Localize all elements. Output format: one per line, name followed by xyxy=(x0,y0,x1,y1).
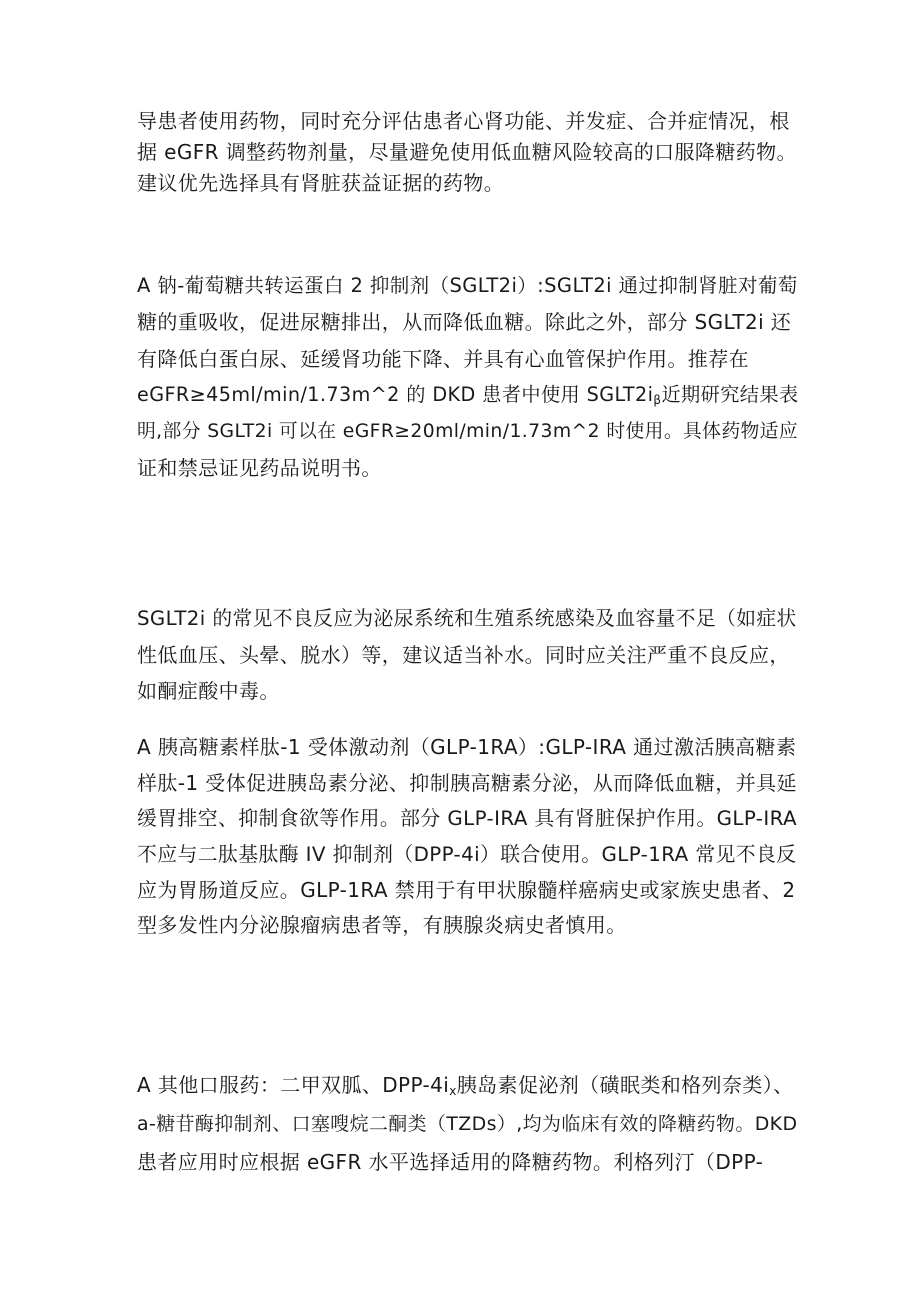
paragraph-other-oral-drugs xyxy=(137,1066,797,1182)
text-line: 性低血压、头晕、脱水）等，建议适当补水。同时应关注严重不良反应， xyxy=(137,643,790,667)
paragraph-medication-guidance xyxy=(137,106,797,199)
text-line: SGLT2i 的常见不良反应为泌尿系统和生殖系统感染及血容量不足（如症状 xyxy=(137,607,797,630)
text-line: 如酮症酸中毒。 xyxy=(137,679,280,703)
text-line xyxy=(137,377,797,413)
text-line: 糖的重吸收，促进尿糖排出，从而降低血糖。除此之外，部分 SGLT2i 还 xyxy=(137,310,792,335)
text-line: 据 eGFR 调整药物剂量，尽量避免使用低血糖风险较高的口服降糖药物。 xyxy=(137,140,797,164)
text-line xyxy=(137,1066,797,1105)
text-segment: A 其他口服药：二甲双胍、DPP-4i xyxy=(137,1073,450,1097)
text-line: A 胰高糖素样肽-1 受体激动剂（GLP-1RA）:GLP-IRA 通过激活胰高糖素 xyxy=(137,735,797,759)
paragraph-sglt2i-adverse-effects xyxy=(137,601,797,709)
text-line: 证和禁忌证见药品说明书。 xyxy=(137,455,382,480)
text-segment: 近期研究结果表 xyxy=(661,383,799,407)
subscript-x: x xyxy=(449,1084,457,1098)
text-line: 导患者使用药物，同时充分评估患者心肾功能、并发症、合并症情况，根 xyxy=(137,109,790,133)
text-line: A 钠-葡萄糖共转运蛋白 2 抑制剂（SGLT2i）:SGLT2i 通过抑制肾脏对葡萄 xyxy=(137,274,798,297)
text-line: 有降低白蛋白尿、延缓肾功能下降、并具有心血管保护作用。推荐在 xyxy=(137,346,749,371)
paragraph-sglt2i xyxy=(137,268,797,486)
text-segment: eGFR≥45ml/min/1.73m^2 的 DKD 患者中使用 SGLT2i xyxy=(137,383,654,407)
text-line: 患者应用时应根据 eGFR 水平选择适用的降糖药物。利格列汀（DPP- xyxy=(137,1150,764,1174)
text-line: 样肽-1 受体促进胰岛素分泌、抑制胰高糖素分泌，从而降低血糖，并具延 xyxy=(137,770,797,795)
text-line: 型多发性内分泌腺瘤病患者等，有胰腺炎病史者慎用。 xyxy=(137,913,627,938)
text-line: 应为胃肠道反应。GLP-1RA 禁用于有甲状腺髓样癌病史或家族史患者、2 xyxy=(137,877,796,902)
paragraph-glp1ra xyxy=(137,730,797,944)
text-line: a-糖苷酶抑制剂、口塞嗖烷二酮类（TZDs）,均为临床有效的降糖药物。DKD xyxy=(137,1112,798,1135)
text-segment: 胰岛素促泌剂（磺眠类和格列奈类）、 xyxy=(456,1073,794,1097)
text-line: 建议优先选择具有肾脏获益证据的药物。 xyxy=(137,171,505,195)
text-line: 明,部分 SGLT2i 可以在 eGFR≥20ml/min/1.73m^2 时使用。具体药物适应 xyxy=(137,420,798,442)
subscript-beta: β xyxy=(653,393,662,408)
text-line: 缓胃排空、抑制食欲等作用。部分 GLP-IRA 具有肾脏保护作用。GLP-IRA xyxy=(137,807,797,831)
text-line: 不应与二肽基肽酶 IV 抑制剂（DPP-4i）联合使用。GLP-1RA 常见不良反 xyxy=(137,843,797,867)
